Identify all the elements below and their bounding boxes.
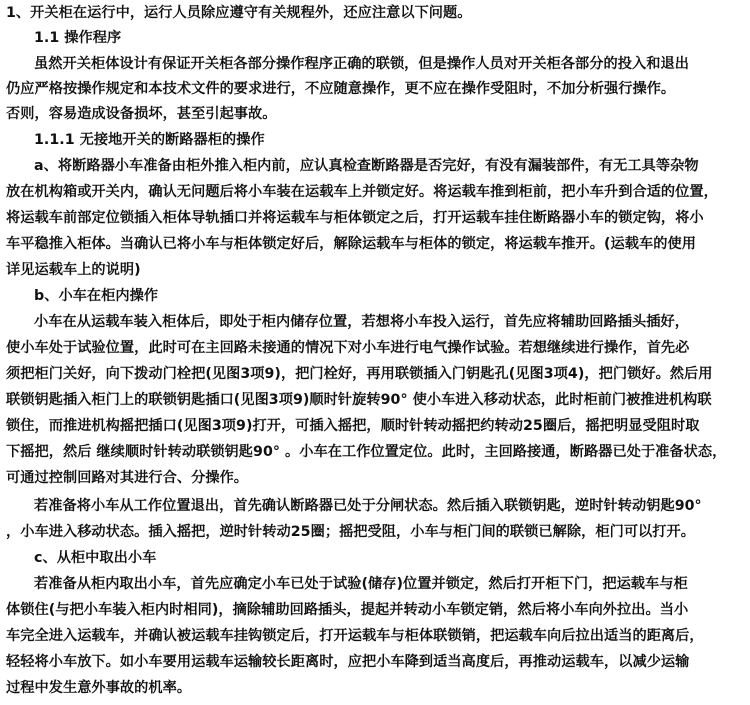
paragraph-line: 可通过控制回路对其进行合、分操作。 — [6, 470, 249, 486]
paragraph-line: ，小车进入移动状态。插入摇把，逆时针转动25圈；摇把受阻，小车与柜门间的联锁已解除，柜门可以打开。 — [6, 524, 696, 540]
paragraph-line: 小车在从运载车装入柜体后，即处于柜内储存位置，若想将小车投入运行，首先应将辅助回路插头插好， — [34, 314, 689, 330]
paragraph-line: 若准备将小车从工作位置退出，首先确认断路器已处于分闸状态。然后插入联锁钥匙，逆时针转动钥匙90° — [34, 498, 702, 514]
subsection-heading: 1.1 操作程序 — [34, 30, 122, 46]
paragraph-line: 仍应严格按操作规定和本技术文件的要求进行，不应随意操作，更不应在操作受阻时，不加分析强行操作。 — [6, 81, 676, 97]
paragraph-line: 锁住，而推进机构摇把插口(见图3项9)打开，可插入摇把，顺时针转动摇把约转动25圈后，摇把明显受阻时取 — [6, 418, 700, 434]
paragraph-line: 虽然开关柜体设计有保证开关柜各部分操作程序正确的联锁，但是操作人员对开关柜各部分的投入和退出 — [34, 56, 689, 72]
section-heading: 1、开关柜在运行中，运行人员除应遵守有关规程外，还应注意以下问题。 — [6, 5, 472, 21]
paragraph-line: 放在机构箱或开关内，确认无问题后将小车装在运载车上并锁定好。将运载车推到柜前，把小车升到合适的位置， — [6, 184, 718, 200]
item-heading: c、从柜中取出小车 — [34, 550, 157, 566]
subsubsection-heading: 1.1.1 无接地开关的断路器柜的操作 — [34, 132, 265, 148]
item-heading: b、小车在柜内操作 — [34, 288, 159, 304]
paragraph-line: 详见运载车上的说明) — [6, 262, 141, 278]
paragraph-line: 须把柜门关好，向下拨动门栓把(见图3项9)，把门栓好，再用联锁插入门钥匙孔(见图3项4)，把门锁好。然后用 — [6, 366, 713, 382]
paragraph-line: 若准备从柜内取出小车，首先应确定小车已处于试验(储存)位置并锁定，然后打开柜下门，把运载车与柜 — [34, 576, 688, 592]
paragraph-line: 下摇把，然后 继续顺时针转动联锁钥匙90° 。小车在工作位置定位。此时，主回路接通，断路器已处于准备状态， — [6, 444, 727, 460]
paragraph-line: 否则，容易造成设备损坏，甚至引起事故。 — [6, 106, 277, 122]
paragraph-line: 体锁住(与把小车装入柜内时相同)，摘除辅助回路插头，提起并转动小车锁定销，然后将小车向外拉出。当小 — [6, 602, 689, 618]
paragraph-line: 车平稳推入柜体。当确认已将小车与柜体锁定好后，解除运载车与柜体的锁定，将运载车推开。(运载车的使用 — [6, 236, 696, 252]
paragraph-line: 轻轻将小车放下。如小车要用运载车运输较长距离时，应把小车降到适当高度后，再推动运载车，以减少运输 — [6, 654, 690, 670]
paragraph-line: 过程中发生意外事故的机率。 — [6, 680, 192, 696]
paragraph-line: 联锁钥匙插入柜门上的联锁钥匙插口(见图3项9)顺时针旋转90° 使小车进入移动状态，此时柜前门被推进机构联 — [6, 392, 712, 408]
paragraph-line: 车完全进入运载车，并确认被运载车挂钩锁定后，打开运载车与柜体联锁销，把运载车向后拉出适当的距离后， — [6, 628, 704, 644]
paragraph-line: 将运载车前部定位锁插入柜体导轨插口并将运载车与柜体锁定之后，打开运载车挂住断路器小车的锁定钩，将小 — [6, 210, 704, 226]
paragraph-line: a、将断路器小车准备由柜外推入柜内前，应认真检查断路器是否完好，有没有漏装部件，有无工具等杂物 — [34, 158, 699, 174]
paragraph-line: 使小车处于试验位置，此时可在主回路未接通的情况下对小车进行电气操作试验。若想继续进行操作，首先必 — [6, 340, 690, 356]
